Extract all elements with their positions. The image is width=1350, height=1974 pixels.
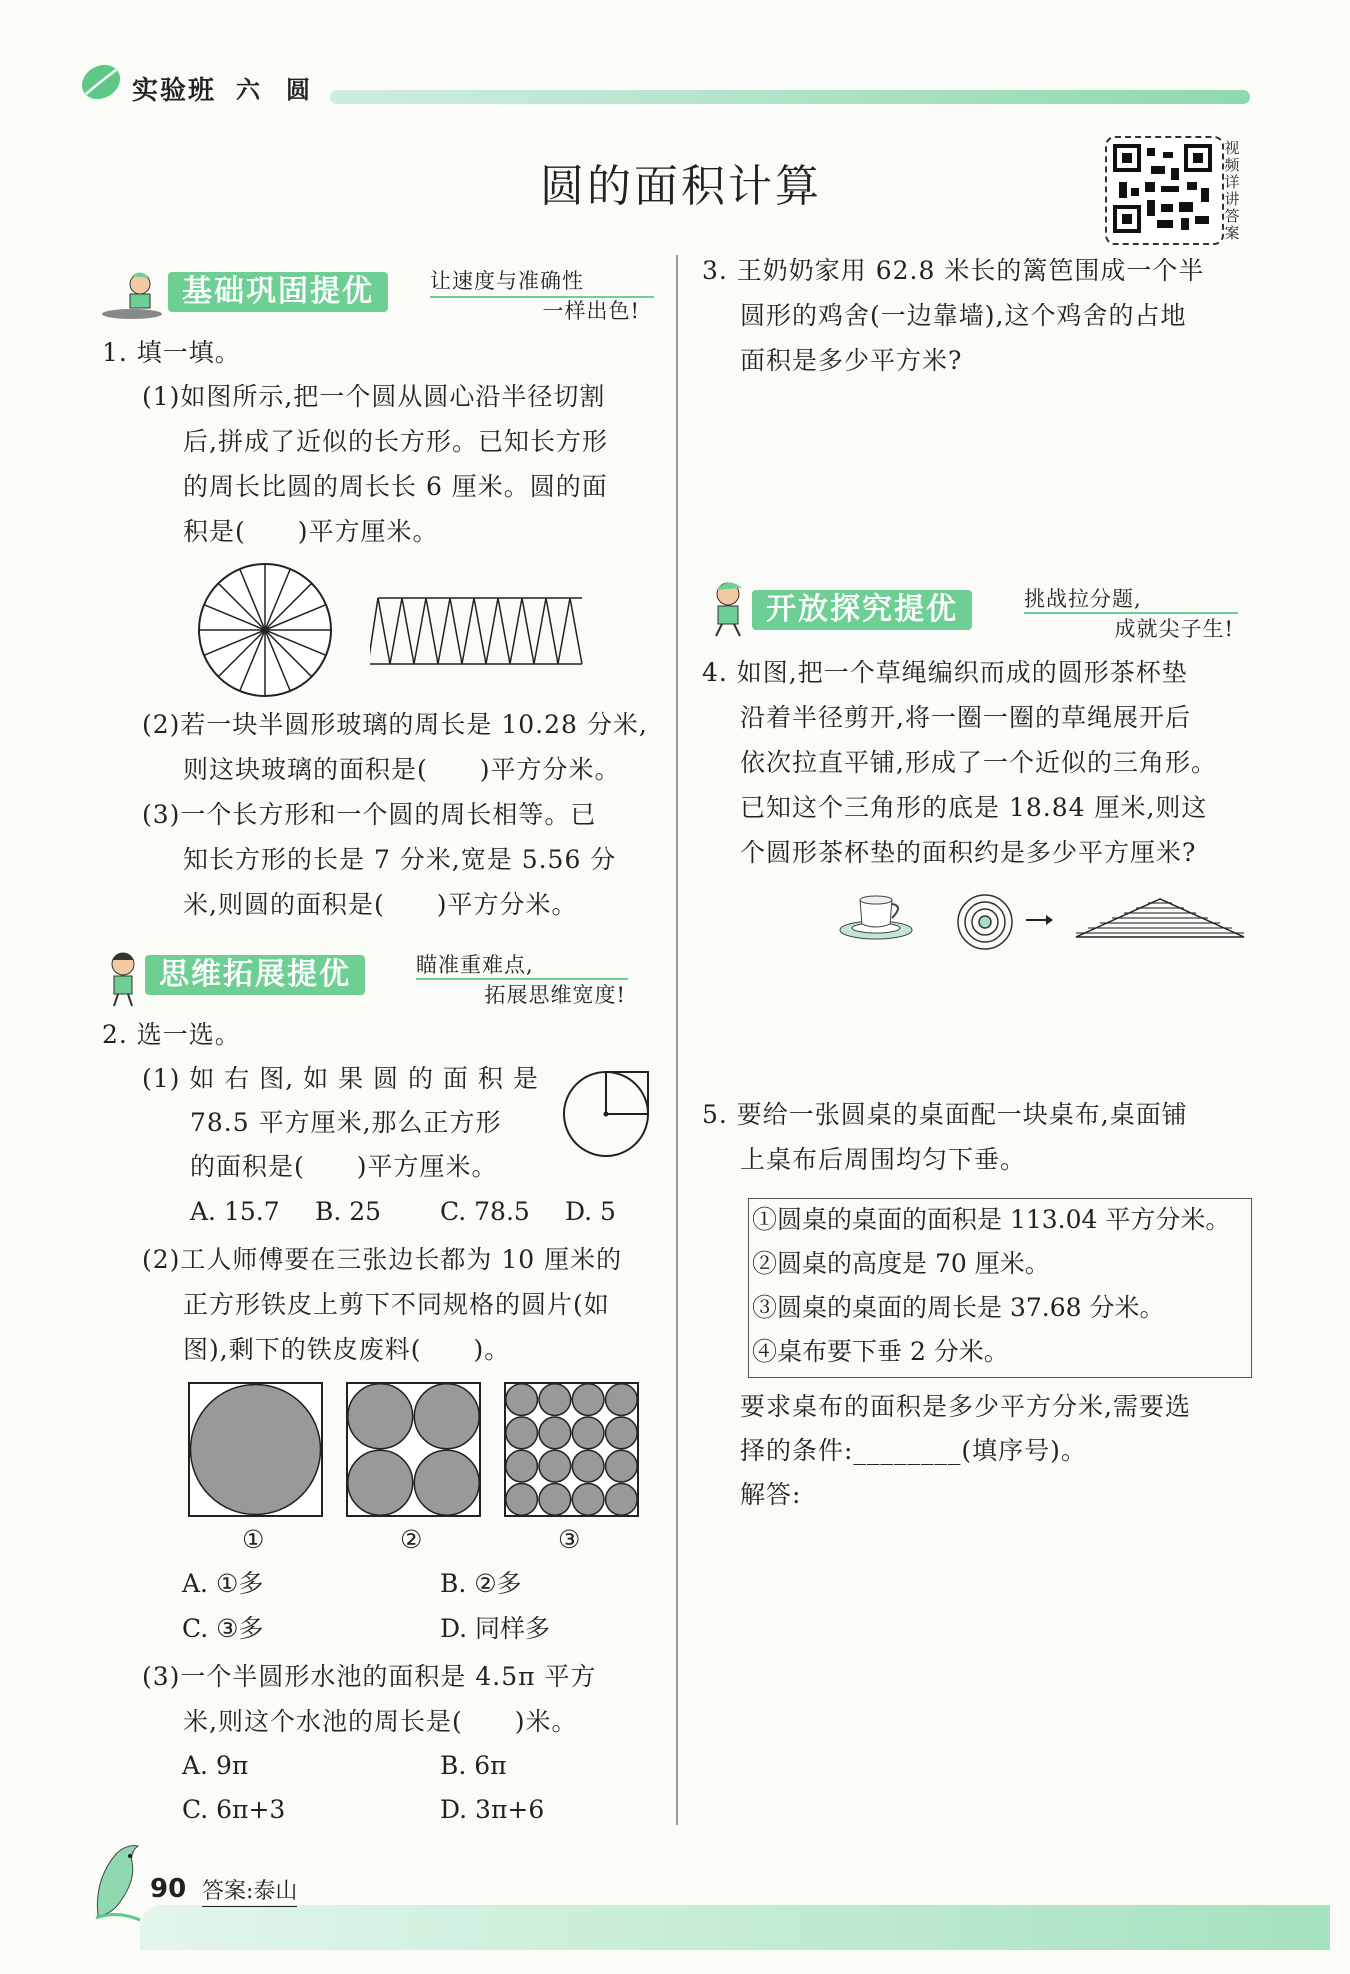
condition-1: ①圆桌的桌面的面积是 113.04 平方分米。: [752, 1205, 1231, 1234]
q2-stem: 2. 选一选。: [102, 1020, 241, 1049]
cut-circle: [539, 1450, 571, 1482]
q4-line2: 沿着半径剪开,将一圈一圈的草绳展开后: [740, 703, 1191, 732]
qr-code[interactable]: [1105, 136, 1224, 245]
q2-p1-option-a[interactable]: A. 15.7: [190, 1197, 280, 1226]
sixteen-circle-sheet-figure: [504, 1382, 639, 1517]
rect-sector-tooth: [450, 598, 474, 664]
slogan-divider: [1024, 612, 1238, 614]
coaster-rings-icon: [955, 892, 1015, 952]
q2-p1-option-b[interactable]: B. 25: [315, 1197, 382, 1226]
q1-p3-line1: (3)一个长方形和一个圆的周长相等。已: [142, 800, 597, 829]
approx-rectangle-figure: [370, 592, 595, 670]
rect-left-edge: [370, 598, 378, 664]
cut-circle: [606, 1384, 638, 1416]
qr-caption: 视频详讲答案: [1224, 139, 1240, 242]
section-thinking-banner: 思维拓展提优: [145, 955, 365, 995]
q5-ask-line1: 要求桌布的面积是多少平方分米,需要选: [740, 1392, 1191, 1421]
girl-mascot-icon: [100, 950, 146, 1008]
circle-center-dot: [262, 627, 268, 633]
fig-label-3: ③: [558, 1525, 581, 1554]
q4-line4: 已知这个三角形的底是 18.84 厘米,则这: [740, 793, 1208, 822]
section-explore-slogan2: 成就尖子生!: [1114, 617, 1234, 641]
boy-mascot-icon: [702, 580, 754, 638]
cut-circle: [506, 1384, 538, 1416]
q1-p3-line2: 知长方形的长是 7 分米,宽是 5.56 分: [183, 845, 617, 874]
column-divider: [676, 255, 678, 1825]
slogan-divider: [416, 978, 628, 980]
page-number: 90: [150, 1874, 187, 1904]
q2-p1-option-d[interactable]: D. 5: [565, 1197, 616, 1226]
condition-3: ③圆桌的桌面的周长是 37.68 分米。: [752, 1293, 1165, 1322]
q2-p1-line3: 的面积是( )平方厘米。: [190, 1152, 498, 1181]
teacup-icon: [836, 882, 916, 942]
q2-p3-line1: (3)一个半圆形水池的面积是 4.5π 平方: [142, 1662, 597, 1691]
cut-circle: [572, 1417, 604, 1449]
rect-sector-tooth: [402, 598, 426, 664]
skateboard-kid-icon: [100, 270, 170, 320]
rect-sector-tooth: [426, 598, 450, 664]
q5-answer-label: 解答:: [740, 1480, 802, 1509]
footer-band: [140, 1905, 1330, 1950]
cut-circle: [539, 1417, 571, 1449]
section-basic-slogan2: 一样出色!: [542, 299, 640, 323]
cut-circle: [506, 1450, 538, 1482]
q5-line1: 5. 要给一张圆桌的桌面配一块桌布,桌面铺: [702, 1100, 1188, 1129]
cut-circle: [539, 1484, 571, 1516]
q2-p1-option-c[interactable]: C. 78.5: [440, 1197, 530, 1226]
q2-p1-line1: (1) 如 右 图, 如 果 圆 的 面 积 是: [142, 1064, 539, 1093]
q4-line1: 4. 如图,把一个草绳编织而成的圆形茶杯垫: [702, 658, 1188, 687]
rect-sector-tooth: [546, 598, 570, 664]
sector-circle-figure: [195, 560, 335, 700]
cut-circle: [572, 1484, 604, 1516]
section-basic-banner: 基础巩固提优: [168, 272, 388, 312]
q2-p3-option-c[interactable]: C. 6π+3: [182, 1795, 286, 1824]
section-basic-slogan1: 让速度与准确性: [430, 269, 584, 293]
q2-p1-line2: 78.5 平方厘米,那么正方形: [190, 1108, 502, 1137]
header-grade: 六: [236, 76, 260, 104]
q1-p1-line4: 积是( )平方厘米。: [183, 517, 439, 546]
q1-p1-line1: (1)如图所示,把一个圆从圆心沿半径切割: [142, 382, 606, 411]
q5-ask-line2: 择的条件:________(填序号)。: [740, 1436, 1087, 1465]
q2-p2-option-c[interactable]: C. ③多: [182, 1614, 264, 1643]
q1-p3-line3: 米,则圆的面积是( )平方分米。: [183, 890, 578, 919]
qr-pattern-icon: [1107, 138, 1218, 239]
q1-p1-line2: 后,拼成了近似的长方形。已知长方形: [183, 427, 608, 456]
condition-2: ②圆桌的高度是 70 厘米。: [752, 1249, 1050, 1278]
q4-line5: 个圆形茶杯垫的面积约是多少平方厘米?: [740, 838, 1197, 867]
cut-circle: [539, 1384, 571, 1416]
cut-circle: [506, 1484, 538, 1516]
q5-line2: 上桌布后周围均匀下垂。: [740, 1145, 1027, 1174]
four-circle-sheet-figure: [346, 1382, 481, 1517]
page-title: 圆的面积计算: [540, 161, 822, 212]
cut-circle: [348, 1450, 413, 1515]
one-circle-sheet-figure: [188, 1382, 323, 1517]
footer-answer: 答案:泰山: [202, 1878, 297, 1907]
q2-p2-line2: 正方形铁皮上剪下不同规格的圆片(如: [183, 1290, 610, 1319]
rect-sector-tooth: [474, 598, 498, 664]
dolphin-icon: [86, 1840, 150, 1924]
q1-p2-line2: 则这块玻璃的面积是( )平方分米。: [183, 755, 621, 784]
q2-p3-option-d[interactable]: D. 3π+6: [440, 1795, 545, 1824]
rect-right-edge: [570, 598, 582, 664]
fig-label-2: ②: [400, 1525, 423, 1554]
rect-sector-tooth: [378, 598, 402, 664]
cut-circle: [572, 1384, 604, 1416]
header-series: 实验班: [132, 76, 217, 106]
q2-p2-option-a[interactable]: A. ①多: [182, 1569, 264, 1598]
section-thinking-slogan1: 瞄准重难点,: [416, 953, 534, 977]
q2-p3-option-a[interactable]: A. 9π: [182, 1751, 249, 1780]
q1-p1-line3: 的周长比圆的周长长 6 厘米。圆的面: [183, 472, 608, 501]
cut-circle: [506, 1417, 538, 1449]
cut-circle: [606, 1484, 638, 1516]
cut-circle: [606, 1450, 638, 1482]
q2-p2-option-b[interactable]: B. ②多: [440, 1569, 522, 1598]
circle-square-figure: [560, 1068, 652, 1160]
q3-line2: 圆形的鸡舍(一边靠墙),这个鸡舍的占地: [740, 301, 1187, 330]
header-band: [330, 90, 1250, 104]
rect-sector-tooth: [498, 598, 522, 664]
q2-p2-option-d[interactable]: D. 同样多: [440, 1614, 551, 1643]
q1-p2-line1: (2)若一块半圆形玻璃的周长是 10.28 分米,: [142, 710, 648, 739]
arrow-right-icon: [1024, 912, 1054, 928]
q2-p3-line2: 米,则这个水池的周长是( )米。: [183, 1707, 578, 1736]
leaf-logo-icon: [78, 62, 124, 102]
unrolled-triangle-figure: [1072, 897, 1252, 939]
header-unit: 圆: [286, 76, 310, 104]
q2-p2-line1: (2)工人师傅要在三张边长都为 10 厘米的: [142, 1245, 623, 1274]
section-explore-banner: 开放探究提优: [752, 590, 972, 630]
q2-p2-line3: 图),剩下的铁皮废料( )。: [183, 1335, 511, 1364]
fig-label-1: ①: [242, 1525, 265, 1554]
section-thinking-slogan2: 拓展思维宽度!: [484, 983, 626, 1007]
cut-circle: [606, 1417, 638, 1449]
condition-4: ④桌布要下垂 2 分米。: [752, 1337, 1009, 1366]
q1-stem: 1. 填一填。: [102, 338, 241, 367]
section-explore-slogan1: 挑战拉分题,: [1024, 587, 1142, 611]
q3-line1: 3. 王奶奶家用 62.8 米长的篱笆围成一个半: [702, 256, 1205, 285]
cut-circle: [414, 1450, 479, 1515]
cut-circle: [572, 1450, 604, 1482]
q3-line3: 面积是多少平方米?: [740, 346, 963, 375]
cut-circle: [348, 1384, 413, 1449]
rect-sector-tooth: [522, 598, 546, 664]
slogan-divider: [430, 296, 654, 298]
q4-line3: 依次拉直平铺,形成了一个近似的三角形。: [740, 748, 1217, 777]
q2-p3-option-b[interactable]: B. 6π: [440, 1751, 507, 1780]
cut-circle: [414, 1384, 479, 1449]
